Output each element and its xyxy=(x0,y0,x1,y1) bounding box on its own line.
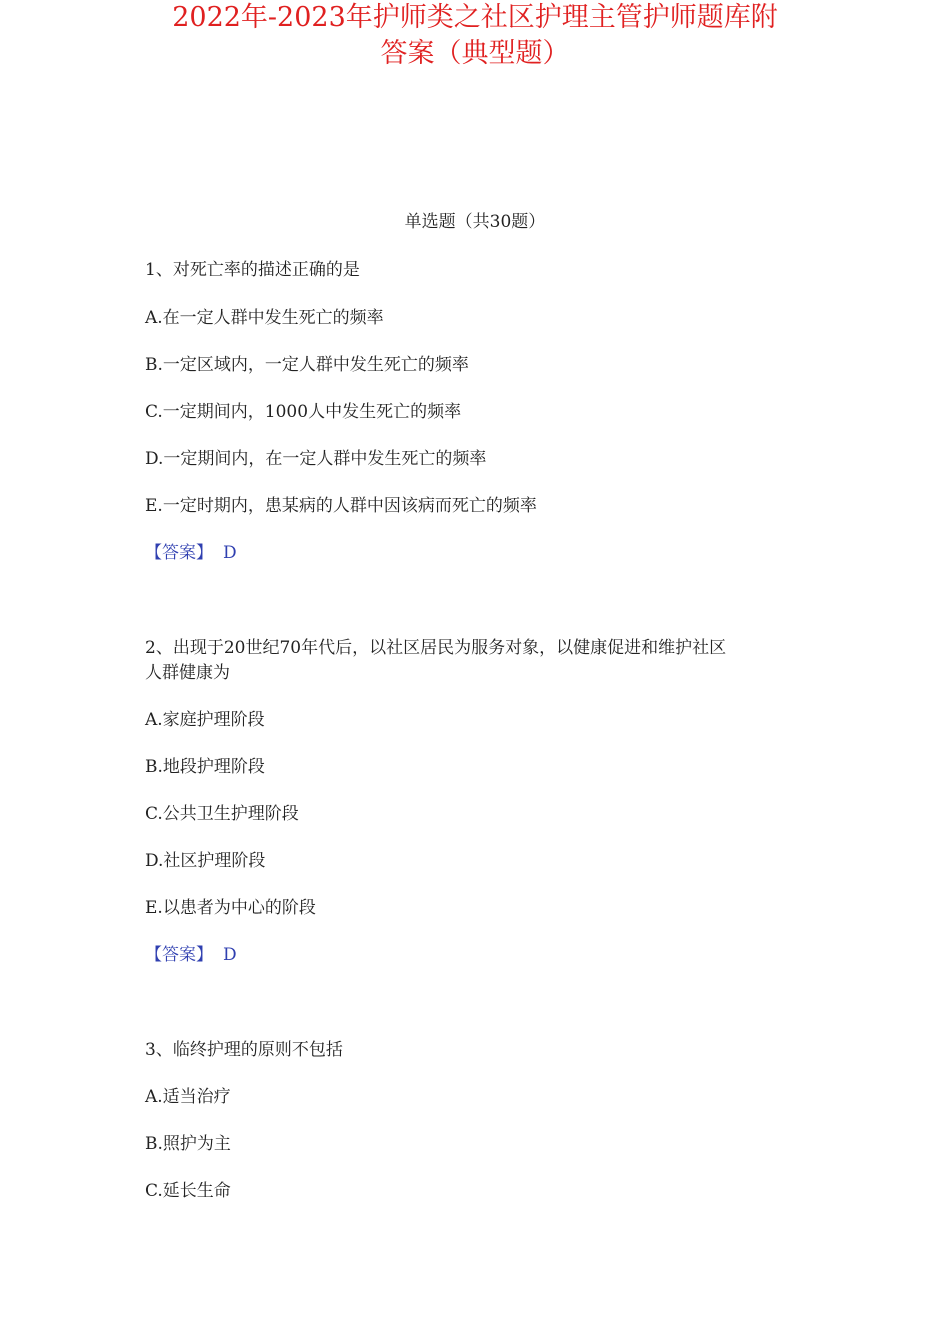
question-2-answer xyxy=(145,943,237,967)
question-2-option-e: E.以患者为中心的阶段 xyxy=(145,898,316,918)
question-1-option-b: B.一定区域内，一定人群中发生死亡的频率 xyxy=(145,355,469,375)
question-2-option-d: D.社区护理阶段 xyxy=(145,851,266,871)
question-1-option-e: E.一定时期内，患某病的人群中因该病而死亡的频率 xyxy=(145,496,537,516)
title-line-1: 2022年-2023年护师类之社区护理主管护师题库附 xyxy=(172,2,778,33)
question-3-option-b: B.照护为主 xyxy=(145,1134,231,1154)
question-2-option-a: A.家庭护理阶段 xyxy=(145,710,265,730)
question-1-answer xyxy=(145,541,237,565)
title-line-2: 答案（典型题） xyxy=(380,38,570,69)
question-2-stem-line-2: 人群健康为 xyxy=(145,663,230,683)
question-2-option-b: B.地段护理阶段 xyxy=(145,757,265,777)
question-1-option-d: D.一定期间内，在一定人群中发生死亡的频率 xyxy=(145,449,487,469)
question-2-option-c: C.公共卫生护理阶段 xyxy=(145,804,299,824)
answer-value: D xyxy=(223,945,237,965)
question-3-stem: 3、临终护理的原则不包括 xyxy=(145,1040,343,1060)
answer-label: 【答案】 xyxy=(145,543,213,563)
section-heading: 单选题（共30题） xyxy=(404,212,546,232)
question-1-option-a: A.在一定人群中发生死亡的频率 xyxy=(145,308,384,328)
answer-label: 【答案】 xyxy=(145,945,213,965)
question-2-stem-line-1: 2、出现于20世纪70年代后，以社区居民为服务对象，以健康促进和维护社区 xyxy=(145,638,727,658)
question-1-stem: 1、对死亡率的描述正确的是 xyxy=(145,260,360,280)
question-1-option-c: C.一定期间内，1000人中发生死亡的频率 xyxy=(145,402,462,422)
answer-value: D xyxy=(223,543,237,563)
question-3-option-a: A.适当治疗 xyxy=(145,1087,231,1107)
question-3-option-c: C.延长生命 xyxy=(145,1181,231,1201)
document-title xyxy=(60,0,890,72)
